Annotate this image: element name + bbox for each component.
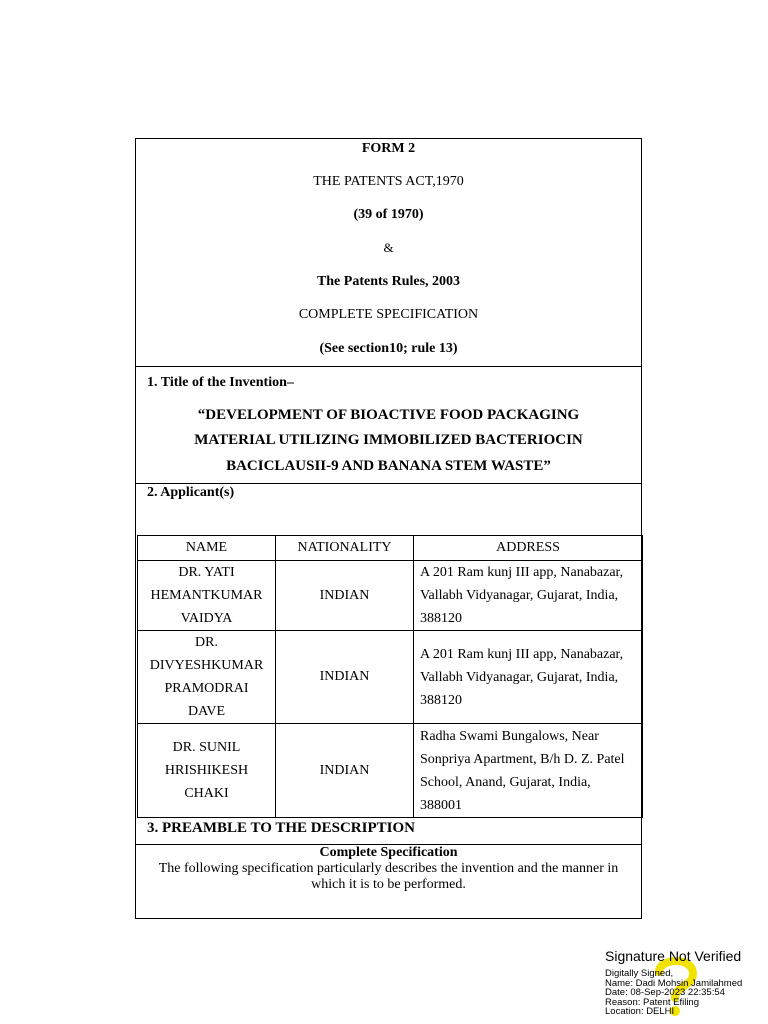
name-line: DR. SUNIL [172, 740, 241, 755]
address-line: Radha Swami Bungalows, Near [420, 728, 599, 744]
name-line: HRISHIKESH [164, 763, 249, 778]
name-line: DAVE [187, 704, 226, 719]
address-line: 388120 [420, 692, 462, 708]
preamble-line: The following specification particularly describes the invention and the manner in [158, 861, 619, 876]
address-line: A 201 Ram kunj III app, Nanabazar, [420, 565, 624, 580]
preamble-heading: Complete Specification [319, 845, 458, 860]
patent-form [135, 138, 642, 919]
section-reference: (See section10; rule 13) [319, 341, 458, 356]
signature-line: Location: DELHI [605, 1006, 675, 1018]
title-label: 1. Title of the Invention– [147, 375, 294, 390]
name-line: DIVYESHKUMAR [149, 658, 264, 673]
applicant-nationality: INDIAN [276, 561, 414, 631]
address-line: 388001 [420, 797, 462, 813]
address-line: A 201 Ram kunj III app, Nanabazar, [420, 646, 624, 662]
table-row [138, 631, 643, 724]
invention-title-line: “DEVELOPMENT OF BIOACTIVE FOOD PACKAGING [197, 407, 580, 423]
invention-title-line: BACICLAUSII-9 AND BANANA STEM WASTE” [226, 458, 551, 474]
applicant-name [138, 631, 276, 724]
name-line: PRAMODRAI [164, 681, 249, 696]
applicant-address [414, 561, 643, 631]
signature-details [605, 969, 742, 1017]
address-line: Vallabh Vidyanagar, Gujarat, India, [420, 669, 619, 685]
column-header-name: NAME [138, 536, 276, 561]
applicant-name [138, 724, 276, 818]
rules-name: The Patents Rules, 2003 [316, 274, 461, 289]
address-line: School, Anand, Gujarat, India, [420, 774, 591, 790]
address-line: Vallabh Vidyanagar, Gujarat, India, [420, 588, 619, 603]
table-row [138, 724, 643, 818]
name-line: VAIDYA [180, 611, 233, 626]
form-number: FORM 2 [361, 141, 416, 156]
divider [136, 366, 641, 367]
name-line: DR. [195, 635, 218, 650]
preamble-label: 3. PREAMBLE TO THE DESCRIPTION [147, 820, 415, 836]
preamble-line: which it is to be performed. [311, 877, 466, 892]
address-line: Sonpriya Apartment, B/h D. Z. Patel [420, 751, 625, 767]
table-header-row [138, 536, 643, 561]
signature-title: Signature Not Verified [605, 948, 742, 964]
act-name: THE PATENTS ACT,1970 [313, 174, 464, 189]
signature-line: Date: 08-Sep-2023 22:35:54 [605, 987, 725, 999]
applicants-label: 2. Applicant(s) [147, 485, 235, 500]
preamble-text [136, 845, 641, 893]
table-row [138, 561, 643, 631]
signature-line: Reason: Patent Efiling [605, 996, 700, 1008]
applicant-nationality: INDIAN [276, 724, 414, 818]
signature-line: Digitally Signed, [605, 968, 674, 979]
specification-type: COMPLETE SPECIFICATION [298, 307, 479, 322]
ampersand: & [383, 240, 394, 255]
applicant-name [138, 561, 276, 631]
column-header-address: ADDRESS [414, 536, 643, 561]
name-line: DR. YATI [178, 565, 235, 580]
applicant-address [414, 631, 643, 724]
applicant-nationality: INDIAN [276, 631, 414, 724]
signature-line: Name: Dadi Mohsin Jamilahmed [605, 977, 743, 989]
applicants-table [137, 535, 643, 818]
address-line: 388120 [420, 611, 462, 626]
invention-title-line: MATERIAL UTILIZING IMMOBILIZED BACTERIOCIN [194, 432, 583, 448]
applicant-address [414, 724, 643, 818]
name-line: HEMANTKUMAR [150, 588, 263, 603]
digital-signature [605, 948, 765, 1020]
column-header-nationality: NATIONALITY [276, 536, 414, 561]
act-number: (39 of 1970) [353, 207, 424, 222]
name-line: CHAKI [184, 786, 229, 801]
